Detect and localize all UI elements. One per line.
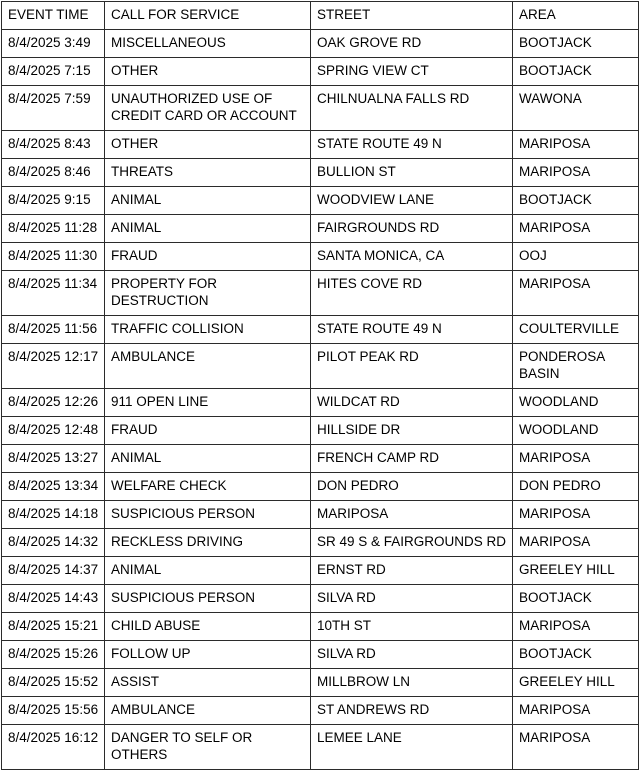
table-row [2,86,639,131]
call-for-service-cell: PROPERTY FOR DESTRUCTION [105,271,311,316]
table-row [2,641,639,669]
street-cell: MARIPOSA [311,501,513,529]
call-for-service-cell: SUSPICIOUS PERSON [105,585,311,613]
table-row [2,389,639,417]
header-call-for-service: CALL FOR SERVICE [105,2,311,30]
call-for-service-cell: WELFARE CHECK [105,473,311,501]
street-cell: SR 49 S & FAIRGROUNDS RD [311,529,513,557]
call-for-service-cell: 911 OPEN LINE [105,389,311,417]
event-time-cell: 8/4/2025 16:12 [2,725,105,770]
event-time-cell: 8/4/2025 15:52 [2,669,105,697]
call-for-service-cell: ANIMAL [105,187,311,215]
area-cell: MARIPOSA [513,271,639,316]
street-cell: DON PEDRO [311,473,513,501]
street-cell: WILDCAT RD [311,389,513,417]
event-time-cell: 8/4/2025 7:15 [2,58,105,86]
header-area: AREA [513,2,639,30]
area-cell: GREELEY HILL [513,669,639,697]
area-cell: WOODLAND [513,389,639,417]
table-row [2,445,639,473]
event-time-cell: 8/4/2025 12:48 [2,417,105,445]
table-row [2,557,639,585]
call-for-service-cell: DANGER TO SELF OR OTHERS [105,725,311,770]
event-time-cell: 8/4/2025 15:21 [2,613,105,641]
event-time-cell: 8/4/2025 12:17 [2,344,105,389]
street-cell: STATE ROUTE 49 N [311,131,513,159]
street-cell: BULLION ST [311,159,513,187]
street-cell: ST ANDREWS RD [311,697,513,725]
event-time-cell: 8/4/2025 11:30 [2,243,105,271]
table-row [2,131,639,159]
event-time-cell: 8/4/2025 11:56 [2,316,105,344]
call-for-service-cell: UNAUTHORIZED USE OF CREDIT CARD OR ACCOUNT [105,86,311,131]
header-row [2,2,639,30]
table-row [2,417,639,445]
area-cell: MARIPOSA [513,613,639,641]
street-cell: FAIRGROUNDS RD [311,215,513,243]
street-cell: LEMEE LANE [311,725,513,770]
call-for-service-cell: TRAFFIC COLLISION [105,316,311,344]
table-row [2,697,639,725]
area-cell: BOOTJACK [513,585,639,613]
call-for-service-cell: OTHER [105,131,311,159]
table-row [2,243,639,271]
table-row [2,613,639,641]
street-cell: CHILNUALNA FALLS RD [311,86,513,131]
street-cell: MILLBROW LN [311,669,513,697]
area-cell: COULTERVILLE [513,316,639,344]
event-time-cell: 8/4/2025 12:26 [2,389,105,417]
table-row [2,501,639,529]
street-cell: STATE ROUTE 49 N [311,316,513,344]
table-row [2,316,639,344]
street-cell: HILLSIDE DR [311,417,513,445]
area-cell: MARIPOSA [513,445,639,473]
area-cell: GREELEY HILL [513,557,639,585]
area-cell: BOOTJACK [513,58,639,86]
table-row [2,669,639,697]
call-for-service-cell: FRAUD [105,417,311,445]
table-row [2,215,639,243]
table-row [2,529,639,557]
table-body [2,30,639,770]
table-header [2,2,639,30]
call-for-service-cell: MISCELLANEOUS [105,30,311,58]
table-row [2,344,639,389]
event-time-cell: 8/4/2025 14:43 [2,585,105,613]
table-row [2,585,639,613]
area-cell: WOODLAND [513,417,639,445]
call-for-service-cell: AMBULANCE [105,697,311,725]
call-for-service-cell: ASSIST [105,669,311,697]
area-cell: MARIPOSA [513,131,639,159]
header-event-time: EVENT TIME [2,2,105,30]
event-time-cell: 8/4/2025 11:34 [2,271,105,316]
street-cell: ERNST RD [311,557,513,585]
street-cell: SANTA MONICA, CA [311,243,513,271]
street-cell: WOODVIEW LANE [311,187,513,215]
street-cell: SILVA RD [311,641,513,669]
area-cell: WAWONA [513,86,639,131]
street-cell: 10TH ST [311,613,513,641]
call-log-table [1,1,639,770]
call-for-service-cell: AMBULANCE [105,344,311,389]
event-time-cell: 8/4/2025 9:15 [2,187,105,215]
event-time-cell: 8/4/2025 13:34 [2,473,105,501]
call-for-service-cell: SUSPICIOUS PERSON [105,501,311,529]
call-for-service-cell: ANIMAL [105,215,311,243]
event-time-cell: 8/4/2025 8:46 [2,159,105,187]
call-for-service-cell: FOLLOW UP [105,641,311,669]
table-row [2,30,639,58]
event-time-cell: 8/4/2025 15:26 [2,641,105,669]
event-time-cell: 8/4/2025 13:27 [2,445,105,473]
call-for-service-cell: OTHER [105,58,311,86]
call-for-service-cell: ANIMAL [105,445,311,473]
table-row [2,473,639,501]
area-cell: MARIPOSA [513,159,639,187]
street-cell: SPRING VIEW CT [311,58,513,86]
event-time-cell: 8/4/2025 14:32 [2,529,105,557]
area-cell: MARIPOSA [513,529,639,557]
area-cell: BOOTJACK [513,641,639,669]
event-time-cell: 8/4/2025 7:59 [2,86,105,131]
event-time-cell: 8/4/2025 8:43 [2,131,105,159]
street-cell: OAK GROVE RD [311,30,513,58]
street-cell: PILOT PEAK RD [311,344,513,389]
event-time-cell: 8/4/2025 15:56 [2,697,105,725]
area-cell: OOJ [513,243,639,271]
area-cell: DON PEDRO [513,473,639,501]
call-for-service-cell: THREATS [105,159,311,187]
call-for-service-cell: FRAUD [105,243,311,271]
area-cell: MARIPOSA [513,725,639,770]
street-cell: FRENCH CAMP RD [311,445,513,473]
table-row [2,58,639,86]
call-for-service-cell: RECKLESS DRIVING [105,529,311,557]
area-cell: BOOTJACK [513,30,639,58]
table-row [2,271,639,316]
event-time-cell: 8/4/2025 3:49 [2,30,105,58]
call-for-service-cell: ANIMAL [105,557,311,585]
area-cell: MARIPOSA [513,215,639,243]
area-cell: PONDEROSA BASIN [513,344,639,389]
area-cell: MARIPOSA [513,501,639,529]
area-cell: BOOTJACK [513,187,639,215]
event-time-cell: 8/4/2025 14:18 [2,501,105,529]
table-row [2,725,639,770]
street-cell: SILVA RD [311,585,513,613]
event-time-cell: 8/4/2025 11:28 [2,215,105,243]
header-street: STREET [311,2,513,30]
call-for-service-cell: CHILD ABUSE [105,613,311,641]
table-row [2,159,639,187]
street-cell: HITES COVE RD [311,271,513,316]
event-time-cell: 8/4/2025 14:37 [2,557,105,585]
table-row [2,187,639,215]
area-cell: MARIPOSA [513,697,639,725]
